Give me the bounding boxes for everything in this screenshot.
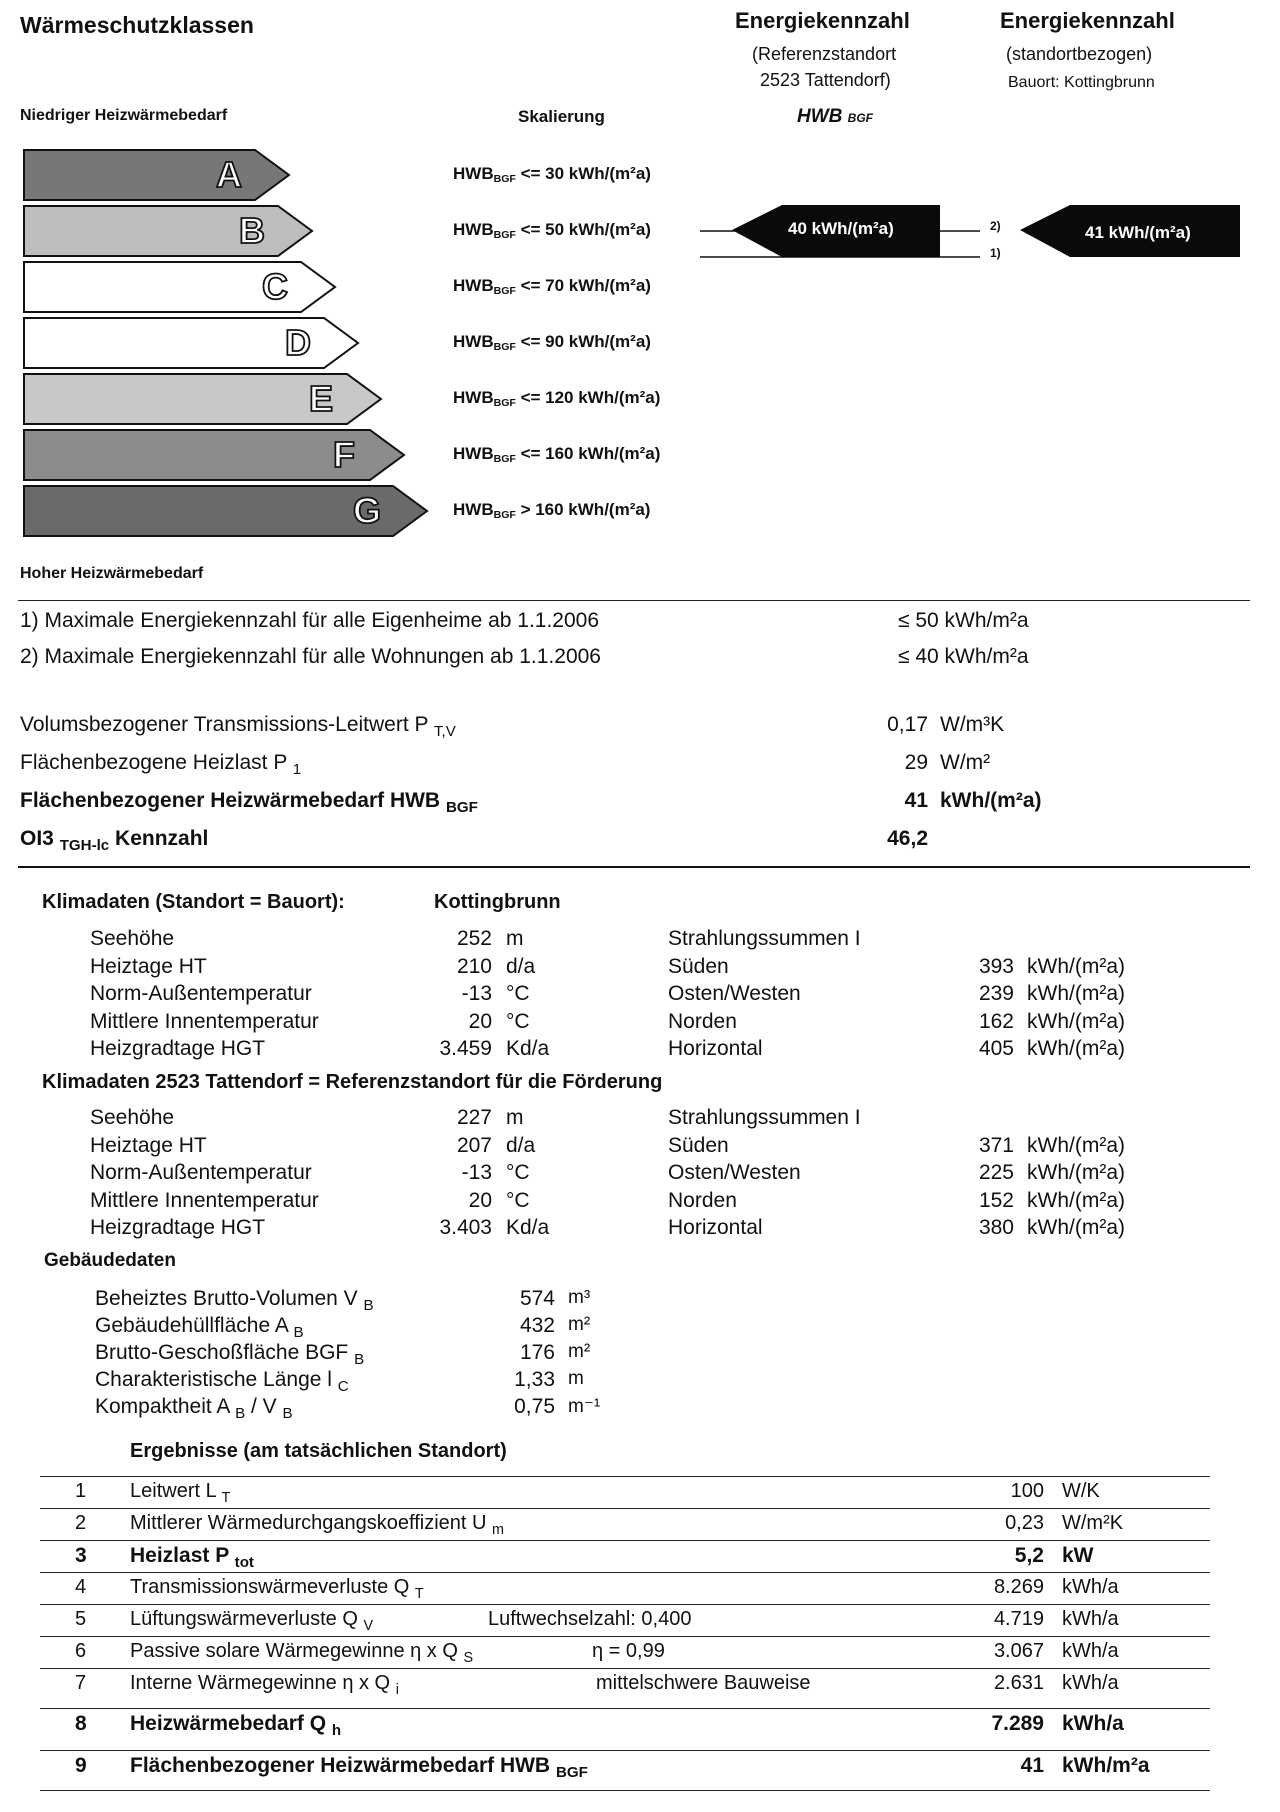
building-unit: m³ bbox=[568, 1287, 591, 1308]
radiation-label: Norden bbox=[668, 1009, 737, 1033]
class-letter-a: A bbox=[216, 154, 242, 195]
subscript: BGF bbox=[493, 285, 516, 298]
climate-ref-heading: Klimadaten 2523 Tattendorf = Referenzstandort für die Förderung bbox=[42, 1071, 663, 1093]
result-value: 3.067 bbox=[993, 1640, 1044, 1662]
building-label-text: Gebäudehüllfläche A bbox=[95, 1314, 294, 1337]
low-demand-label: Niedriger Heizwärmebedarf bbox=[20, 107, 228, 124]
radiation-label: Osten/Westen bbox=[668, 982, 801, 1005]
summary-label-suffix: Kennzahl bbox=[109, 827, 209, 850]
ref-column-subtitle: (Referenzstandort bbox=[752, 44, 897, 64]
summary-label bbox=[20, 789, 478, 817]
table-rule bbox=[40, 1572, 1210, 1573]
radiation-value: 380 bbox=[978, 1216, 1014, 1239]
building-value: 0,75 bbox=[514, 1395, 555, 1418]
result-label bbox=[130, 1672, 399, 1699]
summary-unit: W/m² bbox=[940, 751, 991, 774]
building-value: 1,33 bbox=[514, 1368, 555, 1391]
climate-unit: Kd/a bbox=[506, 1216, 550, 1239]
subscript: S bbox=[463, 1650, 474, 1667]
summary-label-text: Volumsbezogener Transmissions-Leitwert P bbox=[20, 713, 434, 736]
result-unit: kWh/a bbox=[1062, 1712, 1124, 1735]
class-letter-f: F bbox=[333, 434, 355, 475]
summary-value: 41 bbox=[904, 789, 928, 812]
radiation-unit: kWh/(m²a) bbox=[1027, 1037, 1125, 1060]
climate-value: 227 bbox=[456, 1106, 492, 1129]
radiation-value: 225 bbox=[978, 1161, 1014, 1184]
class-arrow-c bbox=[24, 262, 335, 312]
scale-label: Skalierung bbox=[518, 107, 605, 126]
radiation-value: 239 bbox=[978, 982, 1014, 1005]
divider bbox=[18, 600, 1250, 601]
building-label-text: Brutto-Geschoßfläche BGF bbox=[95, 1341, 355, 1364]
table-rule bbox=[40, 1604, 1210, 1605]
result-label-text: Interne Wärmegewinne η x Q bbox=[130, 1672, 396, 1694]
result-unit: kWh/a bbox=[1062, 1576, 1119, 1598]
subscript: B bbox=[293, 1324, 304, 1342]
subscript: BGF bbox=[493, 341, 516, 354]
building-value: 432 bbox=[519, 1314, 555, 1337]
scale-rule-f bbox=[453, 444, 660, 464]
building-label bbox=[95, 1395, 293, 1423]
climate-value: 210 bbox=[456, 954, 492, 978]
result-unit: kWh/a bbox=[1062, 1608, 1119, 1630]
scale-prefix: HWB bbox=[453, 332, 494, 351]
table-rule bbox=[40, 1750, 1210, 1751]
radiation-value: 393 bbox=[978, 954, 1014, 978]
result-unit: kW bbox=[1062, 1544, 1094, 1567]
radiation-value: 152 bbox=[978, 1188, 1014, 1212]
table-rule bbox=[40, 1508, 1210, 1509]
scale-value: <= 70 kWh/(m²a) bbox=[515, 276, 651, 295]
scale-rule-b bbox=[453, 220, 651, 240]
scale-prefix: HWB bbox=[453, 164, 494, 183]
building-label bbox=[95, 1287, 374, 1315]
climate-value: 3.459 bbox=[439, 1037, 492, 1060]
climate-value: 252 bbox=[456, 927, 492, 950]
climate-site-place: Kottingbrunn bbox=[434, 891, 561, 913]
climate-unit: °C bbox=[506, 1009, 530, 1033]
result-label-text: Transmissionswärmeverluste Q bbox=[130, 1576, 415, 1598]
result-label-text: Leitwert L bbox=[130, 1480, 222, 1502]
result-label-text: Heizwärmebedarf Q bbox=[130, 1712, 332, 1735]
scale-value: <= 50 kWh/(m²a) bbox=[515, 220, 651, 239]
scale-rule-g bbox=[453, 500, 650, 520]
subscript: BGF bbox=[493, 509, 516, 522]
result-number: 8 bbox=[75, 1712, 87, 1735]
class-letter-d: D bbox=[285, 322, 311, 363]
divider bbox=[18, 866, 1250, 868]
summary-label bbox=[20, 751, 302, 779]
result-number: 5 bbox=[75, 1608, 87, 1630]
radiation-label: Osten/Westen bbox=[668, 1161, 801, 1184]
result-label bbox=[130, 1608, 374, 1635]
radiation-unit: kWh/(m²a) bbox=[1027, 1216, 1125, 1239]
subscript: h bbox=[331, 1722, 342, 1740]
building-label-suffix: / V bbox=[245, 1395, 283, 1418]
result-label bbox=[130, 1576, 424, 1603]
scale-value: <= 30 kWh/(m²a) bbox=[515, 164, 651, 183]
radiation-unit: kWh/(m²a) bbox=[1027, 1161, 1125, 1184]
scale-rule-c bbox=[453, 276, 651, 296]
radiation-label: Süden bbox=[668, 954, 729, 978]
climate-label: Heiztage HT bbox=[90, 954, 207, 978]
building-value: 176 bbox=[519, 1341, 555, 1364]
climate-label: Mittlere Innentemperatur bbox=[90, 1188, 319, 1212]
climate-label: Seehöhe bbox=[90, 1106, 175, 1129]
result-label-text: Heizlast P bbox=[130, 1544, 235, 1567]
radiation-label: Strahlungssummen I bbox=[668, 927, 861, 950]
building-label-text: Charakteristische Länge l bbox=[95, 1368, 338, 1391]
scale-value: <= 120 kWh/(m²a) bbox=[515, 388, 661, 407]
summary-unit: W/m³K bbox=[940, 713, 1005, 736]
marker-2: 2) bbox=[990, 219, 1001, 233]
building-label-text: Beheiztes Brutto-Volumen V bbox=[95, 1287, 364, 1310]
result-label-text: Passive solare Wärmegewinne η x Q bbox=[130, 1640, 464, 1662]
energy-class-arrows bbox=[0, 0, 440, 560]
radiation-unit: kWh/(m²a) bbox=[1027, 954, 1125, 978]
class-arrow-b bbox=[24, 206, 312, 256]
climate-label: Norm-Außentemperatur bbox=[90, 1161, 312, 1184]
climate-unit: d/a bbox=[506, 1133, 536, 1157]
result-value: 7.289 bbox=[991, 1712, 1044, 1735]
result-label bbox=[130, 1544, 254, 1572]
class-letter-c: C bbox=[262, 266, 288, 307]
building-unit: m² bbox=[568, 1314, 591, 1335]
result-number: 6 bbox=[75, 1640, 87, 1662]
climate-label: Heizgradtage HGT bbox=[90, 1037, 266, 1060]
climate-unit: d/a bbox=[506, 954, 536, 978]
summary-label-text: Flächenbezogene Heizlast P bbox=[20, 751, 293, 774]
climate-site-heading: Klimadaten (Standort = Bauort): bbox=[42, 891, 345, 913]
hwb-column-label: HWB BGF bbox=[797, 106, 874, 127]
scale-value: <= 90 kWh/(m²a) bbox=[515, 332, 651, 351]
result-extra: mittelschwere Bauweise bbox=[596, 1672, 811, 1694]
climate-unit: m bbox=[506, 1106, 524, 1129]
result-unit: kWh/m²a bbox=[1062, 1754, 1150, 1777]
climate-unit: Kd/a bbox=[506, 1037, 550, 1060]
subscript: C bbox=[337, 1378, 349, 1396]
climate-value: 20 bbox=[468, 1188, 492, 1212]
subscript: T bbox=[221, 1490, 231, 1507]
radiation-unit: kWh/(m²a) bbox=[1027, 1188, 1125, 1212]
class-arrow-a bbox=[24, 150, 289, 200]
site-value-label: 41 kWh/(m²a) bbox=[1085, 223, 1191, 242]
limit-value: ≤ 40 kWh/m²a bbox=[898, 645, 1029, 668]
result-label bbox=[130, 1512, 504, 1539]
summary-value: 46,2 bbox=[887, 827, 928, 850]
subscript: B bbox=[282, 1405, 293, 1423]
result-extra: Luftwechselzahl: 0,400 bbox=[488, 1608, 692, 1630]
subscript: B bbox=[354, 1351, 365, 1369]
climate-label: Mittlere Innentemperatur bbox=[90, 1009, 319, 1033]
result-value: 0,23 bbox=[1005, 1512, 1044, 1534]
high-demand-label: Hoher Heizwärmebedarf bbox=[20, 565, 204, 582]
scale-value: > 160 kWh/(m²a) bbox=[515, 500, 651, 519]
class-letter-b: B bbox=[239, 210, 265, 251]
result-number: 2 bbox=[75, 1512, 87, 1534]
table-rule bbox=[40, 1708, 1210, 1709]
result-number: 4 bbox=[75, 1576, 87, 1598]
climate-value: 207 bbox=[456, 1133, 492, 1157]
subscript: T bbox=[414, 1586, 424, 1603]
subscript: V bbox=[363, 1618, 374, 1635]
table-rule bbox=[40, 1476, 1210, 1477]
table-rule bbox=[40, 1790, 1210, 1791]
table-rule bbox=[40, 1668, 1210, 1669]
summary-label bbox=[20, 827, 209, 855]
climate-unit: °C bbox=[506, 1188, 530, 1212]
building-unit: m bbox=[568, 1368, 584, 1389]
table-rule bbox=[40, 1636, 1210, 1637]
result-label bbox=[130, 1480, 231, 1507]
results-heading: Ergebnisse (am tatsächlichen Standort) bbox=[130, 1440, 507, 1462]
result-unit: kWh/a bbox=[1062, 1640, 1119, 1662]
result-value: 2.631 bbox=[993, 1672, 1044, 1694]
radiation-value: 371 bbox=[978, 1133, 1014, 1157]
building-unit: m² bbox=[568, 1341, 591, 1362]
subscript: BGF bbox=[493, 229, 516, 242]
radiation-label: Norden bbox=[668, 1188, 737, 1212]
subscript: B bbox=[235, 1405, 246, 1423]
climate-label: Heizgradtage HGT bbox=[90, 1216, 266, 1239]
result-number: 3 bbox=[75, 1544, 87, 1567]
class-letter-g: G bbox=[352, 490, 382, 531]
subscript: BGF bbox=[445, 799, 478, 817]
ref-column-location: 2523 Tattendorf) bbox=[760, 70, 891, 90]
result-value: 100 bbox=[1010, 1480, 1044, 1502]
site-column-subtitle: (standortbezogen) bbox=[1006, 44, 1153, 64]
result-label-text: Mittlerer Wärmedurchgangskoeffizient U bbox=[130, 1512, 492, 1534]
table-rule bbox=[40, 1540, 1210, 1541]
radiation-unit: kWh/(m²a) bbox=[1027, 982, 1125, 1005]
ref-value-label: 40 kWh/(m²a) bbox=[788, 219, 894, 238]
climate-value: -13 bbox=[461, 1161, 492, 1184]
building-value: 574 bbox=[519, 1287, 555, 1310]
subscript: BGF bbox=[493, 173, 516, 186]
scale-prefix: HWB bbox=[453, 220, 494, 239]
scale-rule-e bbox=[453, 388, 660, 408]
page-title: Wärmeschutzklassen bbox=[20, 12, 254, 38]
result-unit: W/m²K bbox=[1062, 1512, 1124, 1534]
summary-value: 29 bbox=[904, 751, 928, 774]
building-label bbox=[95, 1314, 304, 1342]
result-number: 7 bbox=[75, 1672, 87, 1694]
ref-column-title: Energiekennzahl bbox=[735, 8, 910, 33]
result-extra: η = 0,99 bbox=[592, 1640, 665, 1662]
site-column-title: Energiekennzahl bbox=[1000, 8, 1175, 33]
summary-label-text: OI3 bbox=[20, 827, 60, 850]
climate-value: 3.403 bbox=[439, 1216, 492, 1239]
class-letter-e: E bbox=[308, 378, 334, 419]
summary-value: 0,17 bbox=[887, 713, 928, 736]
scale-prefix: HWB bbox=[453, 444, 494, 463]
climate-label: Norm-Außentemperatur bbox=[90, 982, 312, 1005]
scale-rule-a bbox=[453, 164, 651, 184]
subscript: B bbox=[363, 1297, 374, 1315]
building-label bbox=[95, 1368, 349, 1396]
subscript: i bbox=[395, 1682, 399, 1699]
subscript: T,V bbox=[433, 723, 456, 741]
radiation-label: Süden bbox=[668, 1133, 729, 1157]
climate-value: 20 bbox=[468, 1009, 492, 1033]
subscript: TGH-lc bbox=[59, 837, 110, 855]
building-label bbox=[95, 1341, 365, 1369]
scale-prefix: HWB bbox=[453, 276, 494, 295]
building-heading: Gebäudedaten bbox=[44, 1250, 176, 1271]
result-number: 1 bbox=[75, 1480, 87, 1502]
radiation-label: Horizontal bbox=[668, 1216, 763, 1239]
climate-label: Heiztage HT bbox=[90, 1133, 207, 1157]
climate-label: Seehöhe bbox=[90, 927, 175, 950]
limit-text: 1) Maximale Energiekennzahl für alle Eigenheime ab 1.1.2006 bbox=[20, 609, 600, 632]
result-label bbox=[130, 1712, 342, 1740]
subscript: tot bbox=[234, 1554, 254, 1572]
subscript: BGF bbox=[555, 1764, 588, 1782]
result-value: 41 bbox=[1020, 1754, 1044, 1777]
building-label-text: Kompaktheit A bbox=[95, 1395, 236, 1418]
building-unit: m⁻¹ bbox=[568, 1396, 601, 1417]
result-value: 5,2 bbox=[1014, 1544, 1044, 1567]
summary-unit: kWh/(m²a) bbox=[940, 789, 1042, 812]
result-label-text: Flächenbezogener Heizwärmebedarf HWB bbox=[130, 1754, 556, 1777]
radiation-unit: kWh/(m²a) bbox=[1027, 1133, 1125, 1157]
site-column-location: Bauort: Kottingbrunn bbox=[1008, 74, 1155, 91]
scale-prefix: HWB bbox=[453, 500, 494, 519]
result-number: 9 bbox=[75, 1754, 87, 1777]
climate-unit: °C bbox=[506, 1161, 530, 1184]
climate-unit: °C bbox=[506, 982, 530, 1005]
subscript: BGF bbox=[493, 453, 516, 466]
marker-1: 1) bbox=[990, 246, 1001, 260]
radiation-label: Strahlungssummen I bbox=[668, 1106, 861, 1129]
result-value: 8.269 bbox=[993, 1576, 1044, 1598]
climate-value: -13 bbox=[461, 982, 492, 1005]
limit-text: 2) Maximale Energiekennzahl für alle Wohnungen ab 1.1.2006 bbox=[20, 645, 601, 668]
subscript: m bbox=[492, 1522, 504, 1539]
scale-rule-d bbox=[453, 332, 651, 352]
result-unit: kWh/a bbox=[1062, 1672, 1119, 1694]
result-value: 4.719 bbox=[993, 1608, 1044, 1630]
result-label-text: Lüftungswärmeverluste Q bbox=[130, 1608, 364, 1630]
summary-label bbox=[20, 713, 456, 741]
climate-unit: m bbox=[506, 927, 524, 950]
radiation-label: Horizontal bbox=[668, 1037, 763, 1060]
result-label bbox=[130, 1640, 474, 1667]
result-unit: W/K bbox=[1062, 1480, 1100, 1502]
radiation-unit: kWh/(m²a) bbox=[1027, 1009, 1125, 1033]
subscript: BGF bbox=[493, 397, 516, 410]
radiation-value: 162 bbox=[978, 1009, 1014, 1033]
summary-label-text: Flächenbezogener Heizwärmebedarf HWB bbox=[20, 789, 446, 812]
subscript: 1 bbox=[292, 761, 302, 779]
scale-value: <= 160 kWh/(m²a) bbox=[515, 444, 661, 463]
radiation-value: 405 bbox=[978, 1037, 1014, 1060]
limit-value: ≤ 50 kWh/m²a bbox=[898, 609, 1029, 632]
result-label bbox=[130, 1754, 588, 1782]
scale-prefix: HWB bbox=[453, 388, 494, 407]
